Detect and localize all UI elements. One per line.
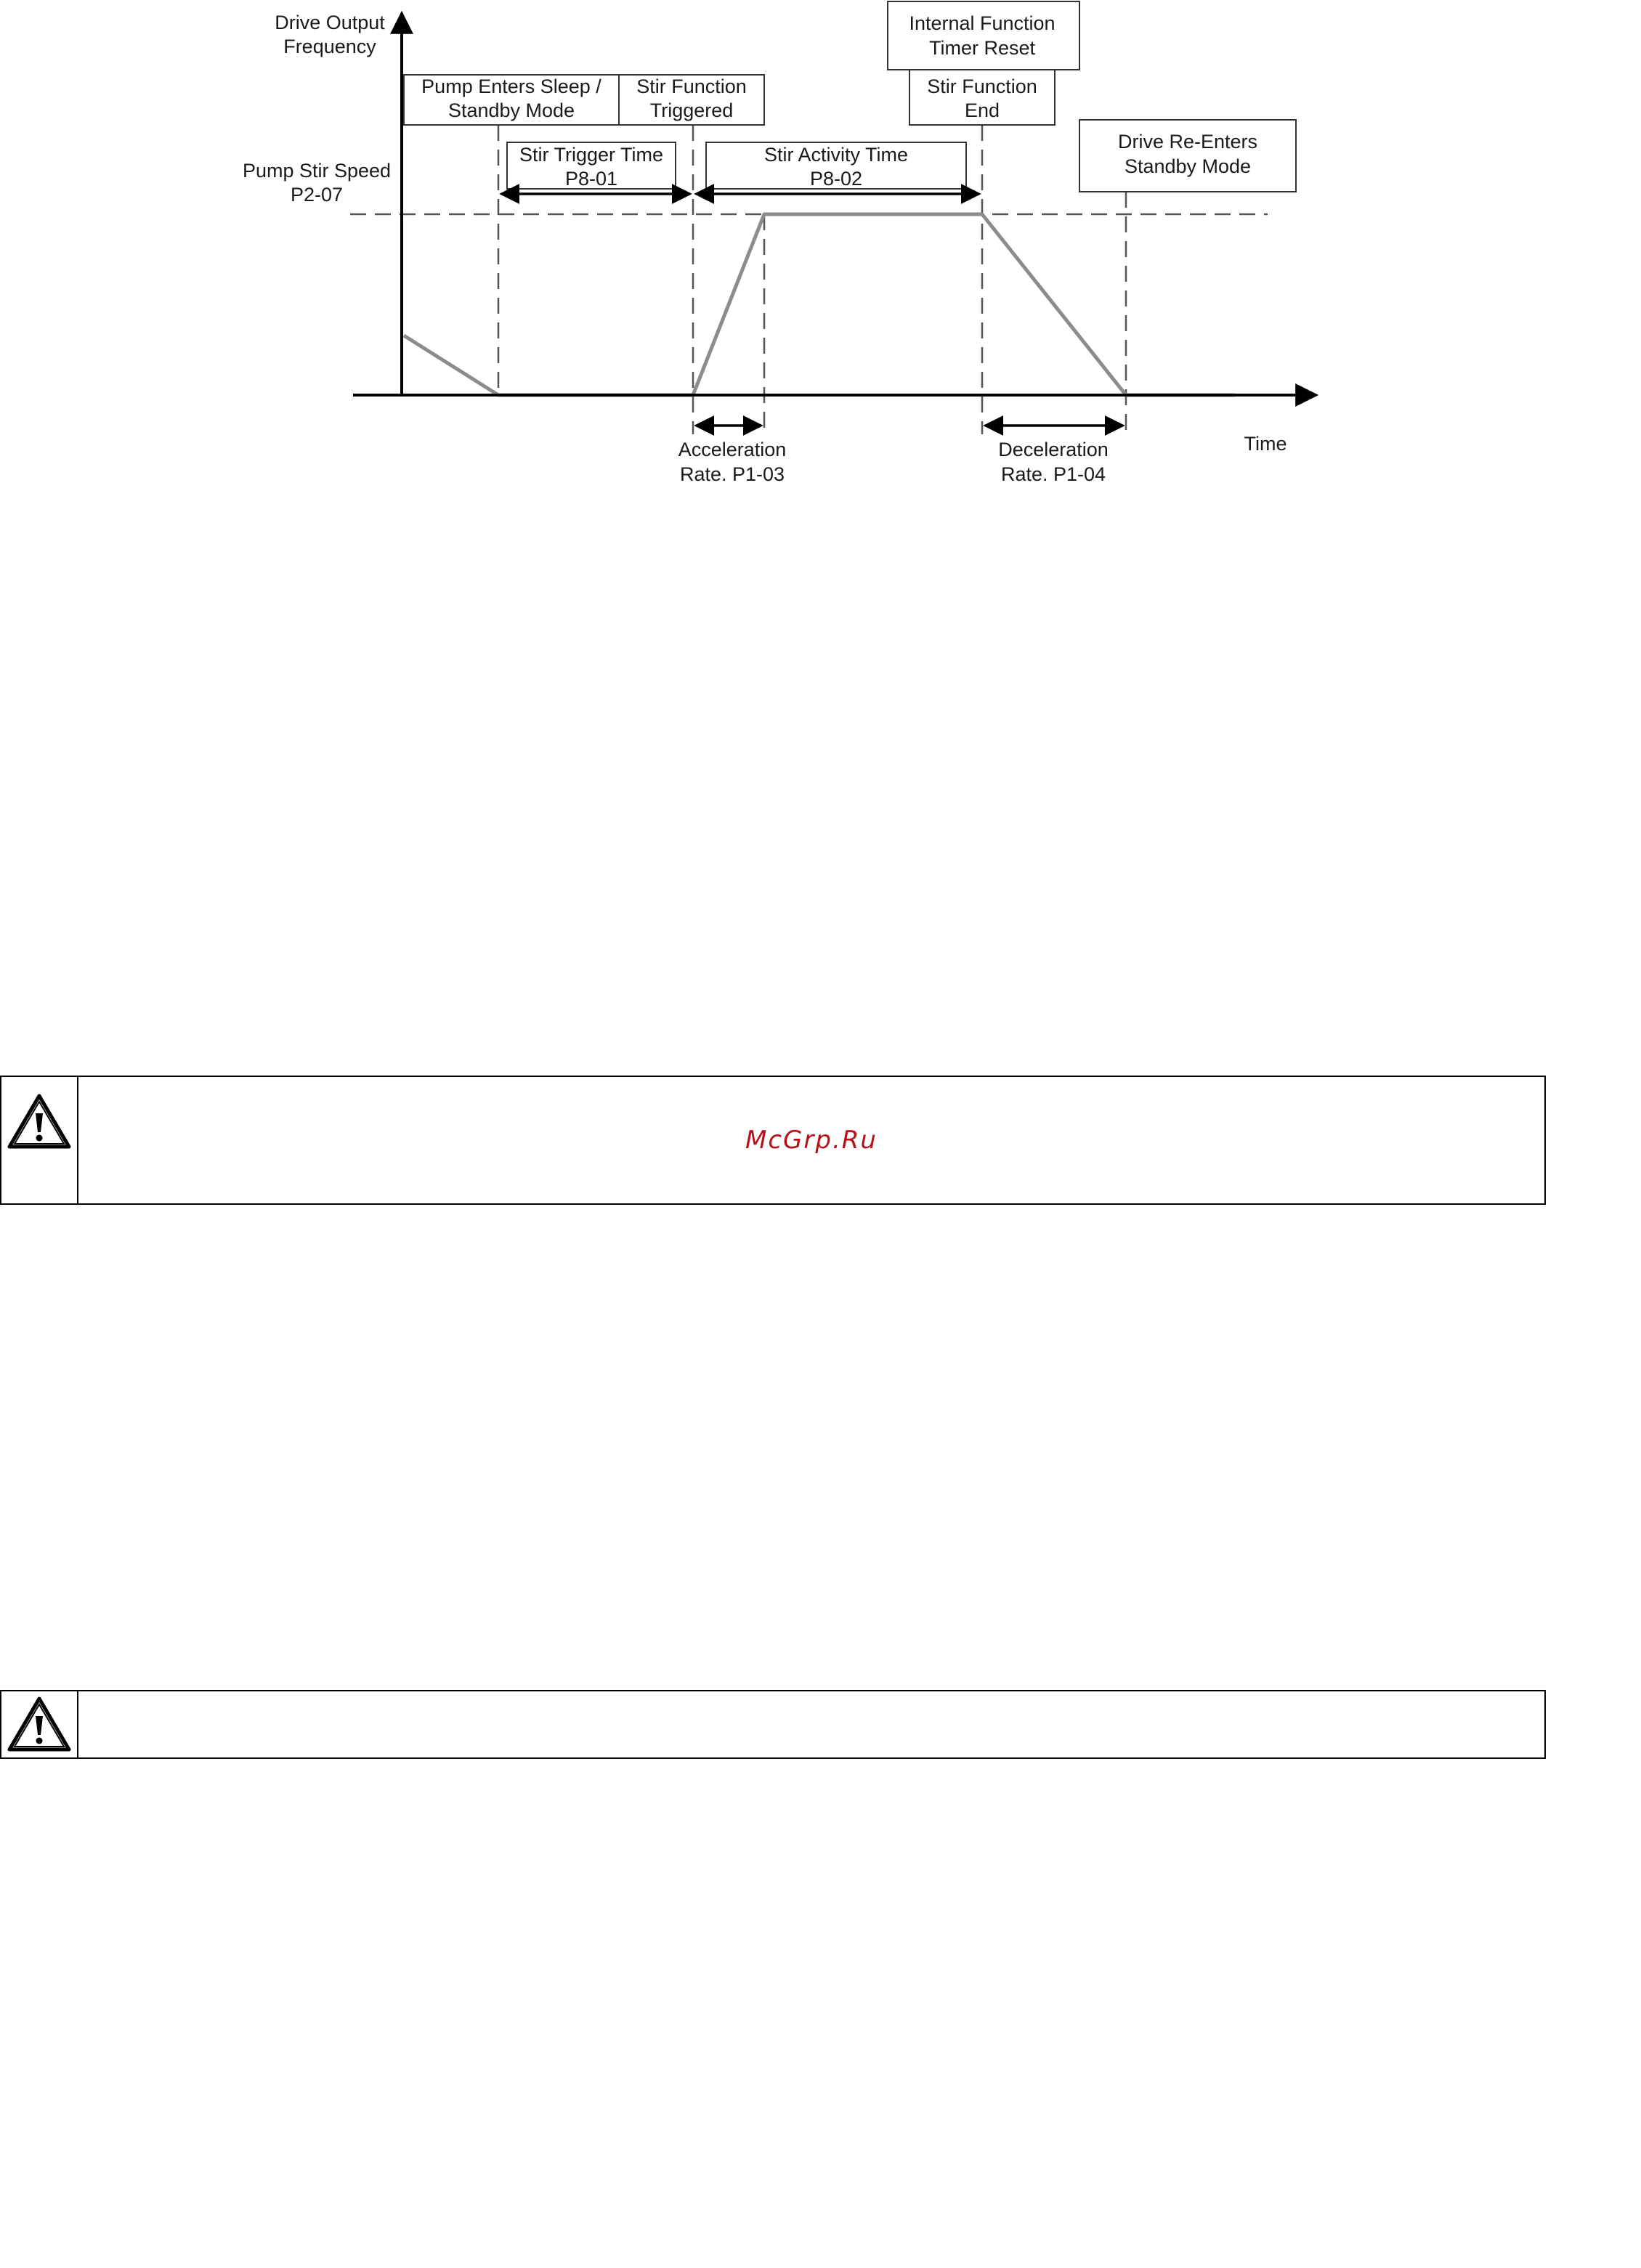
reenter-standby-line1: Drive Re-Enters [1117,131,1258,153]
deceleration-label-line1: Deceleration [998,439,1109,460]
y-axis-label-line1: Drive Output [275,12,385,33]
warning-icon-cell [1,1077,78,1203]
activity-time-line1: Stir Activity Time [763,144,909,166]
activity-time-line2: P8-02 [809,168,863,190]
timer-reset-line2: Timer Reset [928,37,1036,59]
sleep-mode-line2: Standby Mode [447,99,575,121]
stir-triggered-line1: Stir Function [636,76,747,97]
deceleration-label-line2: Rate. P1-04 [1000,463,1106,485]
warning-icon-cell [1,1691,78,1757]
stir-triggered-line2: Triggered [649,99,734,121]
stir-speed-label-line2: P2-07 [290,184,344,206]
acceleration-label-line2: Rate. P1-03 [679,463,785,485]
stir-function-timing-diagram [0,0,1641,508]
reenter-standby-line2: Standby Mode [1124,155,1252,177]
stir-speed-label-line1: Pump Stir Speed [242,160,392,182]
warning-text-area [78,1077,1544,1203]
output-frequency-waveform [404,214,1235,395]
warning-box-2 [0,1690,1546,1759]
timer-reset-line1: Internal Function [909,12,1055,34]
watermark: McGrp.Ru [745,1126,878,1155]
acceleration-label-line1: Acceleration [678,439,787,460]
warning-triangle-icon [7,1093,72,1150]
x-axis-label: Time [1244,433,1287,455]
warning-text-area [78,1691,1544,1757]
stir-end-line2: End [964,99,1000,121]
warning-triangle-icon [7,1696,72,1752]
trigger-time-line1: Stir Trigger Time [519,144,664,166]
warning-box-1 [0,1076,1546,1205]
stir-end-line1: Stir Function [927,76,1037,97]
y-axis-label-line2: Frequency [283,36,376,57]
sleep-mode-line1: Pump Enters Sleep / [421,76,601,97]
trigger-time-line2: P8-01 [564,168,618,190]
